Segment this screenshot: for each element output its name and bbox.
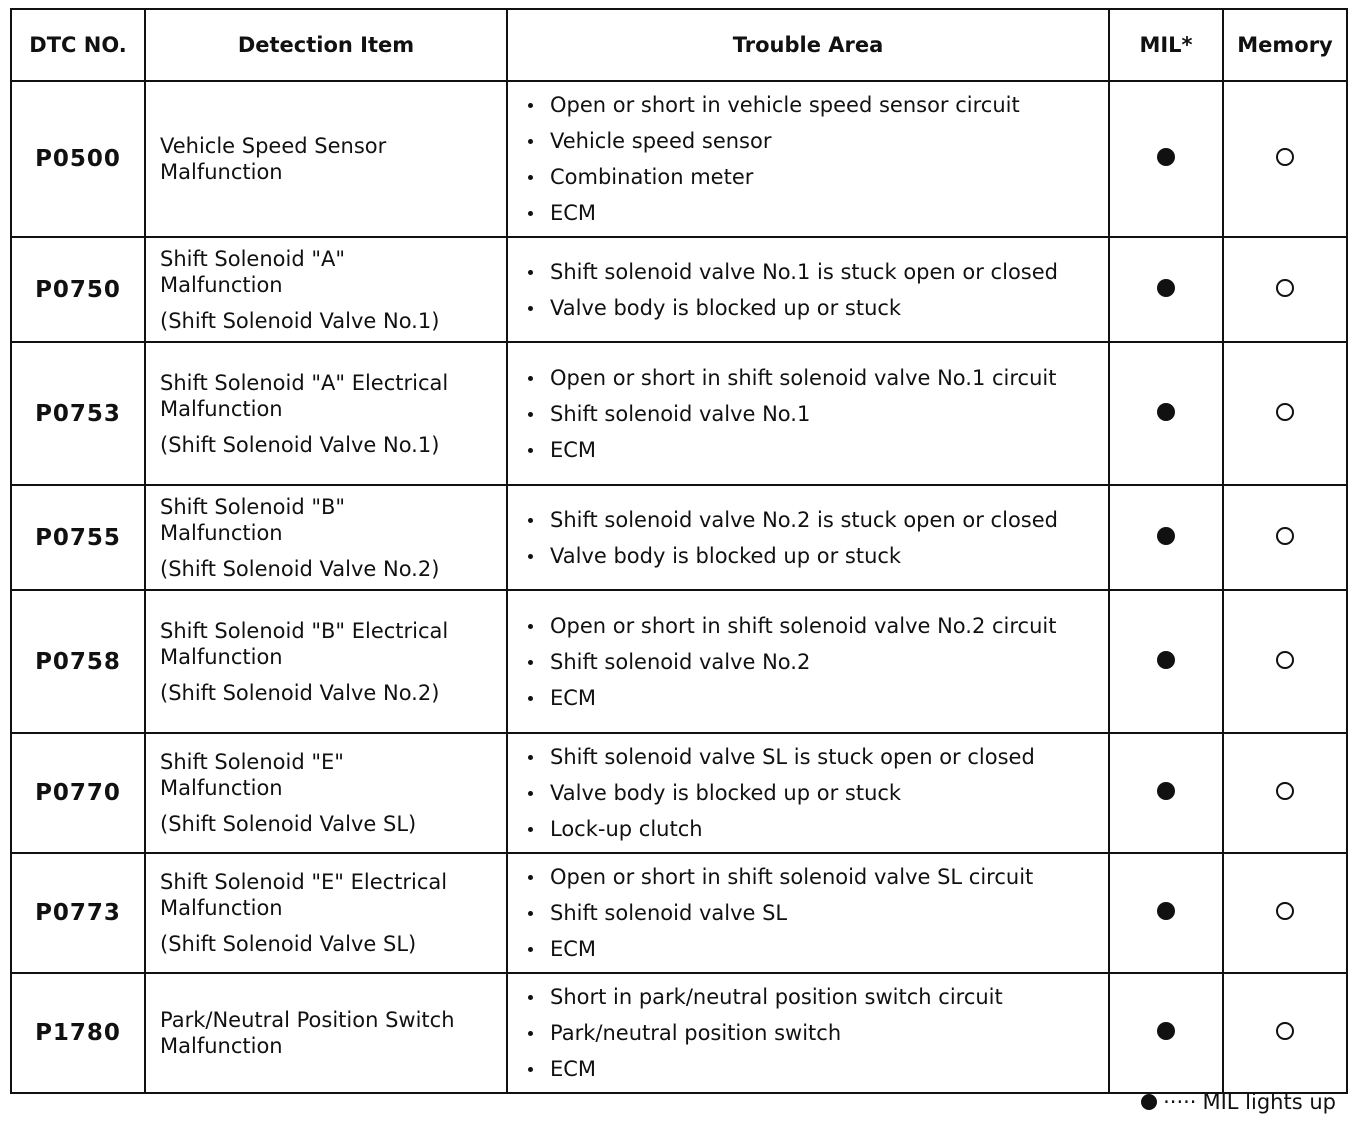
filled-circle-icon bbox=[1157, 403, 1175, 421]
mil-cell bbox=[1109, 81, 1223, 237]
trouble-area-list bbox=[524, 864, 1108, 962]
dtc-code: P0773 bbox=[11, 853, 145, 973]
detection-item-line: Malfunction bbox=[160, 644, 283, 669]
open-circle-icon bbox=[1276, 651, 1294, 669]
table-row bbox=[11, 590, 1347, 733]
trouble-area-item: Open or short in shift solenoid valve No.1 circuit bbox=[524, 365, 1108, 391]
mil-cell bbox=[1109, 853, 1223, 973]
trouble-area-item: Vehicle speed sensor bbox=[524, 128, 1108, 154]
open-circle-icon bbox=[1276, 902, 1294, 920]
trouble-area-item: Open or short in vehicle speed sensor circuit bbox=[524, 92, 1108, 118]
detection-item-subtitle: (Shift Solenoid Valve SL) bbox=[160, 932, 417, 956]
detection-item-subtitle: (Shift Solenoid Valve No.1) bbox=[160, 432, 440, 457]
trouble-area-item: Valve body is blocked up or stuck bbox=[524, 543, 1108, 569]
detection-item-line: Shift Solenoid "B" Electrical bbox=[160, 618, 449, 643]
trouble-area-list bbox=[524, 365, 1108, 463]
trouble-area-list bbox=[524, 507, 1108, 569]
trouble-area-item: ECM bbox=[524, 685, 1108, 711]
dtc-code: P0758 bbox=[11, 590, 145, 733]
detection-item-line: Shift Solenoid "E" bbox=[160, 750, 344, 774]
filled-circle-icon bbox=[1157, 148, 1175, 166]
trouble-area bbox=[507, 81, 1109, 237]
trouble-area-item: Valve body is blocked up or stuck bbox=[524, 295, 1108, 321]
memory-cell bbox=[1223, 342, 1347, 485]
detection-item-line: Malfunction bbox=[160, 776, 283, 800]
detection-item bbox=[145, 237, 507, 342]
legend-dots: ····· bbox=[1163, 1090, 1197, 1114]
detection-item-line: Shift Solenoid "E" Electrical bbox=[160, 870, 448, 894]
trouble-area-item: Shift solenoid valve No.1 bbox=[524, 401, 1108, 427]
detection-item-line: Malfunction bbox=[160, 396, 283, 421]
trouble-area-list bbox=[524, 92, 1108, 226]
detection-item bbox=[145, 853, 507, 973]
trouble-area-item: Lock-up clutch bbox=[524, 816, 1108, 842]
open-circle-icon bbox=[1276, 527, 1294, 545]
filled-circle-icon bbox=[1157, 902, 1175, 920]
memory-cell bbox=[1223, 237, 1347, 342]
memory-cell bbox=[1223, 590, 1347, 733]
trouble-area bbox=[507, 590, 1109, 733]
detection-item-line: Park/Neutral Position Switch bbox=[160, 1008, 455, 1032]
table-body bbox=[11, 81, 1347, 1093]
table-header-row bbox=[11, 9, 1347, 81]
trouble-area-item: Shift solenoid valve SL bbox=[524, 900, 1108, 926]
detection-item-line: Shift Solenoid "A" bbox=[160, 246, 346, 271]
table-row bbox=[11, 81, 1347, 237]
trouble-area-item: ECM bbox=[524, 437, 1108, 463]
trouble-area bbox=[507, 733, 1109, 853]
open-circle-icon bbox=[1276, 148, 1294, 166]
mil-cell bbox=[1109, 590, 1223, 733]
detection-item bbox=[145, 733, 507, 853]
detection-item-line: Malfunction bbox=[160, 520, 283, 545]
trouble-area-item: ECM bbox=[524, 1056, 1108, 1082]
filled-circle-icon bbox=[1141, 1094, 1157, 1110]
table-row bbox=[11, 853, 1347, 973]
detection-item bbox=[145, 973, 507, 1093]
dtc-code: P1780 bbox=[11, 973, 145, 1093]
trouble-area-list bbox=[524, 259, 1108, 321]
header-memory: Memory bbox=[1223, 9, 1347, 81]
trouble-area-item: Shift solenoid valve SL is stuck open or closed bbox=[524, 744, 1108, 770]
detection-item-line: Malfunction bbox=[160, 1034, 283, 1058]
detection-item-line: Malfunction bbox=[160, 896, 283, 920]
header-dtc-no: DTC NO. bbox=[11, 9, 145, 81]
trouble-area-item: Park/neutral position switch bbox=[524, 1020, 1108, 1046]
open-circle-icon bbox=[1276, 782, 1294, 800]
trouble-area bbox=[507, 973, 1109, 1093]
mil-cell bbox=[1109, 973, 1223, 1093]
table-row bbox=[11, 973, 1347, 1093]
trouble-area-item: Open or short in shift solenoid valve SL circuit bbox=[524, 864, 1108, 890]
detection-item-line: Malfunction bbox=[160, 160, 283, 184]
open-circle-icon bbox=[1276, 279, 1294, 297]
memory-cell bbox=[1223, 485, 1347, 590]
trouble-area-item: ECM bbox=[524, 200, 1108, 226]
trouble-area bbox=[507, 237, 1109, 342]
dtc-code: P0770 bbox=[11, 733, 145, 853]
open-circle-icon bbox=[1276, 1022, 1294, 1040]
header-trouble-area: Trouble Area bbox=[507, 9, 1109, 81]
filled-circle-icon bbox=[1157, 1022, 1175, 1040]
trouble-area-item: Valve body is blocked up or stuck bbox=[524, 780, 1108, 806]
trouble-area-item: ECM bbox=[524, 936, 1108, 962]
trouble-area-list bbox=[524, 984, 1108, 1082]
detection-item bbox=[145, 485, 507, 590]
memory-cell bbox=[1223, 973, 1347, 1093]
dtc-table bbox=[10, 8, 1348, 1094]
table-row bbox=[11, 342, 1347, 485]
trouble-area bbox=[507, 485, 1109, 590]
dtc-code: P0753 bbox=[11, 342, 145, 485]
memory-cell bbox=[1223, 853, 1347, 973]
detection-item-subtitle: (Shift Solenoid Valve SL) bbox=[160, 812, 417, 836]
trouble-area-item: Shift solenoid valve No.2 bbox=[524, 649, 1108, 675]
detection-item bbox=[145, 81, 507, 237]
trouble-area-item: Shift solenoid valve No.1 is stuck open or closed bbox=[524, 259, 1108, 285]
detection-item-line: Vehicle Speed Sensor bbox=[160, 134, 387, 158]
header-mil: MIL* bbox=[1109, 9, 1223, 81]
filled-circle-icon bbox=[1157, 527, 1175, 545]
mil-cell bbox=[1109, 733, 1223, 853]
trouble-area-item: Short in park/neutral position switch circuit bbox=[524, 984, 1108, 1010]
filled-circle-icon bbox=[1157, 782, 1175, 800]
dtc-code: P0750 bbox=[11, 237, 145, 342]
mil-cell bbox=[1109, 485, 1223, 590]
trouble-area-item: Combination meter bbox=[524, 164, 1108, 190]
detection-item-line: Malfunction bbox=[160, 272, 283, 297]
filled-circle-icon bbox=[1157, 651, 1175, 669]
detection-item bbox=[145, 342, 507, 485]
detection-item-subtitle: (Shift Solenoid Valve No.2) bbox=[160, 556, 440, 581]
dtc-code: P0500 bbox=[11, 81, 145, 237]
trouble-area-item: Shift solenoid valve No.2 is stuck open or closed bbox=[524, 507, 1108, 533]
table-row bbox=[11, 237, 1347, 342]
detection-item-line: Shift Solenoid "A" Electrical bbox=[160, 370, 449, 395]
trouble-area bbox=[507, 853, 1109, 973]
filled-circle-icon bbox=[1157, 279, 1175, 297]
detection-item bbox=[145, 590, 507, 733]
detection-item-line: Shift Solenoid "B" bbox=[160, 494, 346, 519]
trouble-area bbox=[507, 342, 1109, 485]
legend bbox=[1141, 1090, 1336, 1114]
memory-cell bbox=[1223, 733, 1347, 853]
dtc-code: P0755 bbox=[11, 485, 145, 590]
trouble-area-list bbox=[524, 744, 1108, 842]
detection-item-subtitle: (Shift Solenoid Valve No.1) bbox=[160, 308, 440, 333]
table-row bbox=[11, 485, 1347, 590]
memory-cell bbox=[1223, 81, 1347, 237]
legend-text: MIL lights up bbox=[1202, 1090, 1336, 1114]
trouble-area-item: Open or short in shift solenoid valve No.2 circuit bbox=[524, 613, 1108, 639]
table-row bbox=[11, 733, 1347, 853]
mil-cell bbox=[1109, 237, 1223, 342]
detection-item-subtitle: (Shift Solenoid Valve No.2) bbox=[160, 680, 440, 705]
trouble-area-list bbox=[524, 613, 1108, 711]
mil-cell bbox=[1109, 342, 1223, 485]
header-detection-item: Detection Item bbox=[145, 9, 507, 81]
open-circle-icon bbox=[1276, 403, 1294, 421]
